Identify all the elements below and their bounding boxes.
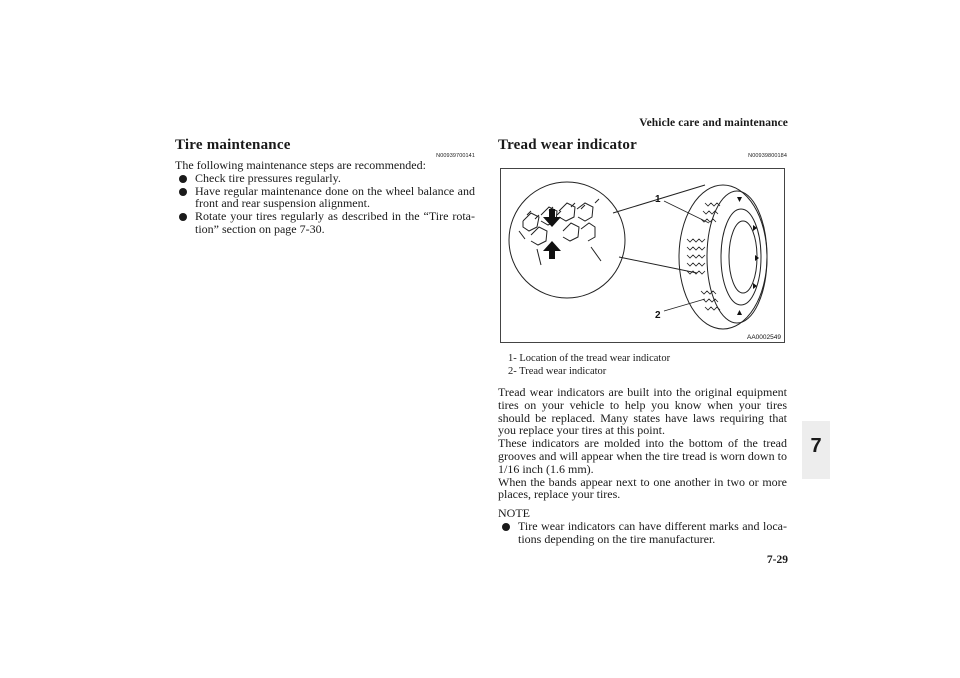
maintenance-bullet-text: Rotate your tires regularly as described in the “Tire rota-tion” section on page 7-30. (195, 209, 475, 236)
caption-item: 2- Tread wear indicator (508, 366, 607, 377)
body-paragraph: When the bands appear next to one another in two or more places, replace your tires. (498, 474, 787, 502)
tire-maintenance-code: N00939700141 (436, 153, 475, 159)
note-bullet-text: Tire wear indicators can have different marks and loca-tions depending on the tire manufacturer. (518, 518, 787, 546)
tread-wear-code: N00939800184 (748, 153, 787, 159)
maintenance-bullet (175, 210, 475, 236)
figure-label-2: 2 (655, 310, 661, 321)
page-number: 7-29 (766, 554, 788, 566)
caption-item: 1- Location of the tread wear indicator (508, 353, 671, 364)
maintenance-bullet-text: Check tire pressures regularly. (195, 170, 341, 185)
bullet-icon (179, 175, 187, 183)
tire-diagram (501, 169, 784, 342)
maintenance-bullet (175, 185, 475, 211)
figure-captions (508, 352, 788, 378)
tire-icon (679, 185, 767, 329)
note-bullet (498, 520, 787, 546)
body-paragraph: These indicators are molded into the bottom of the tread grooves and will appear when the tire tread is worn down to 1/16 inch (1.6 mm). (498, 436, 787, 476)
bullet-icon (179, 188, 187, 196)
tire-maintenance-section (175, 137, 475, 236)
figure-id: AA0002549 (747, 334, 781, 341)
tread-detail-icon (519, 199, 601, 265)
tread-wear-title: Tread wear indicator (498, 137, 637, 153)
tire-maintenance-intro: The following maintenance steps are recommended: (175, 158, 426, 172)
tread-wear-section (498, 137, 787, 159)
maintenance-bullet-text: Have regular maintenance done on the wheel balance and front and rear suspension alignment. (195, 183, 475, 211)
bullet-icon (179, 213, 187, 221)
section-header: Vehicle care and maintenance (639, 117, 788, 129)
chapter-tab (802, 421, 830, 479)
bullet-icon (502, 523, 510, 531)
note-label: NOTE (498, 506, 530, 521)
tire-maintenance-title: Tire maintenance (175, 137, 291, 153)
chapter-tab-number: 7 (810, 435, 822, 457)
tread-wear-body (498, 386, 787, 546)
figure-label-1: 1 (655, 194, 661, 205)
body-paragraph: Tread wear indicators are built into the original equipment tires on your vehicle to help you know when your tires should be replaced. Many states have laws requiring that you replace your tires at this point. (498, 385, 787, 438)
tread-wear-illustration (500, 168, 785, 343)
